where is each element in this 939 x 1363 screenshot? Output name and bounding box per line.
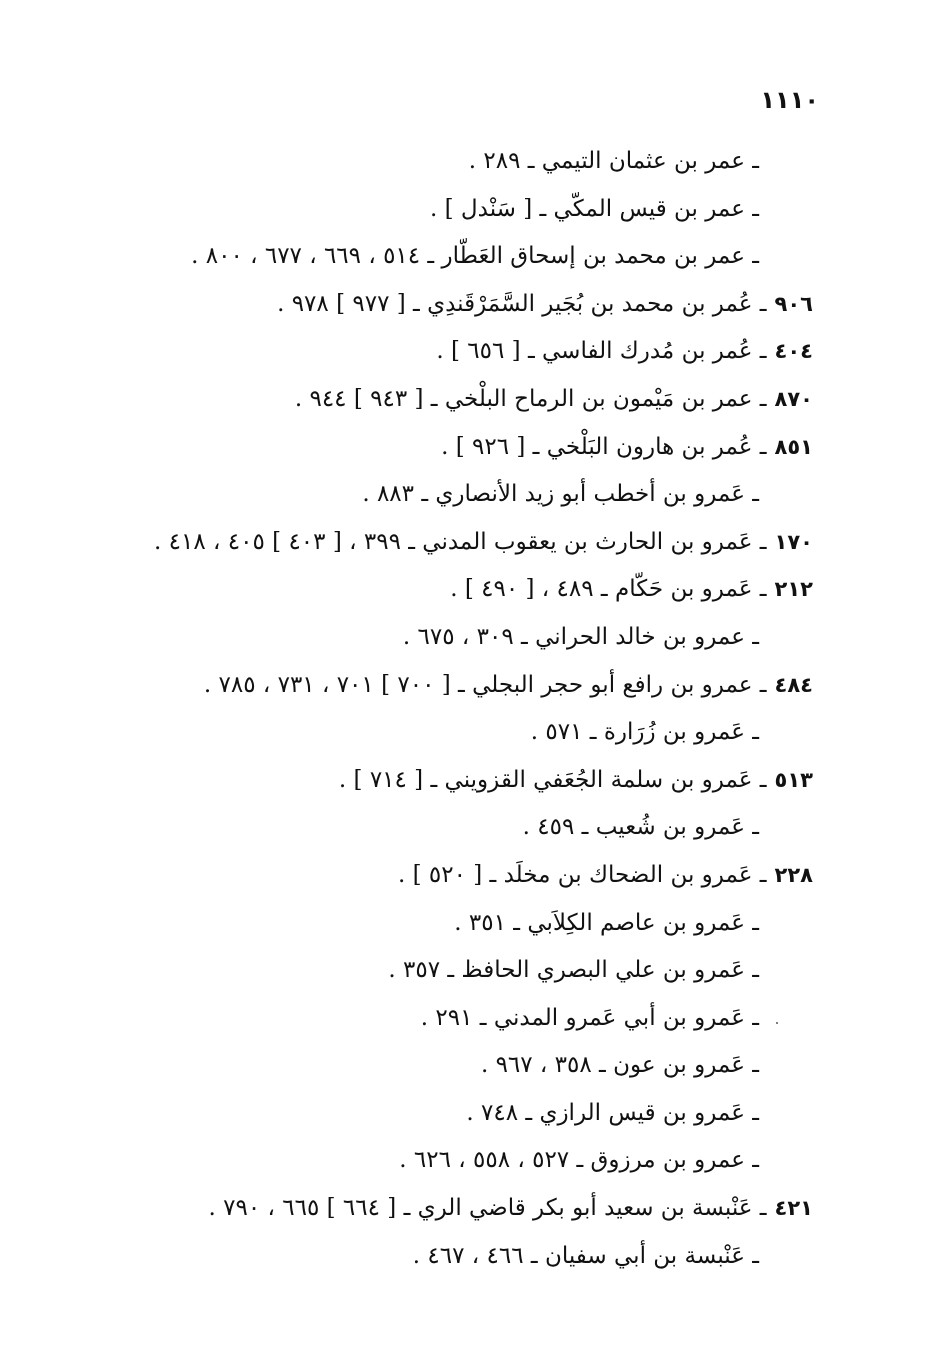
entry-number: ٤٢١ <box>774 1196 813 1221</box>
entry-number: ٩٠٦ <box>774 291 813 316</box>
entry-text: ـ عَمرو بن عون ـ ٣٥٨ ، ٩٦٧ . <box>480 1052 759 1079</box>
index-entry <box>13 757 813 805</box>
entry-number: ٥١٣ <box>774 767 813 792</box>
entry-text: ـ عَمرو بن الضحاك بن مخلَد ـ [ ٥٢٠ ] . <box>397 861 767 888</box>
entry-text: ـ عَنْبسة بن أبي سفيان ـ ٤٦٦ ، ٤٦٧ . <box>412 1242 759 1269</box>
index-entry <box>13 519 813 567</box>
index-entry <box>13 376 813 424</box>
index-entry <box>13 1042 813 1090</box>
index-entry <box>13 138 813 186</box>
index-entry <box>13 947 813 995</box>
entry-number: ٨٥١ <box>774 434 813 459</box>
entry-text: ـ عمر بن عثمان التيمي ـ ٢٨٩ . <box>468 148 759 174</box>
index-entry <box>13 1137 813 1185</box>
entry-text: ـ عَمرو بن حَكّام ـ ٤٨٩ ، [ ٤٩٠ ] . <box>450 576 767 603</box>
entry-text: ـ عَمرو بن أبي عَمرو المدني ـ ٢٩١ . <box>420 1004 759 1031</box>
entry-text: ـ عَمرو بن زُرَارة ـ ٥٧١ . <box>530 719 759 746</box>
index-entry <box>13 471 813 519</box>
entry-number: ٤٠٤ <box>774 339 813 364</box>
entry-number: ١٧٠ <box>774 529 813 554</box>
entry-text: ـ عمر بن محمد بن إسحاق العَطّار ـ ٥١٤ ، ٦٦٩ ، ٦٧٧ ، ٨٠٠ . <box>191 243 759 270</box>
index-entry <box>13 186 813 234</box>
index-entry <box>13 614 813 662</box>
entry-number: ٢٢٨ <box>774 862 813 887</box>
entry-number: ٨٧٠ <box>774 386 813 411</box>
entry-text: ـ عَمرو بن الحارث بن يعقوب المدني ـ ٣٩٩ ، [ ٤٠٣ ] ٤٠٥ ، ٤١٨ . <box>154 528 767 555</box>
entry-number: ٢١٢ <box>774 577 813 602</box>
index-entry <box>13 233 813 281</box>
index-entry <box>13 852 813 900</box>
index-entry <box>13 1090 813 1138</box>
entry-number: ٤٨٤ <box>774 672 813 697</box>
index-entry <box>13 709 813 757</box>
scan-speck <box>776 1022 778 1024</box>
entry-text: ـ عمر بن قيس المكّي ـ [ سَنْدل ] . <box>430 195 759 222</box>
entry-text: ـ عمرو بن خالد الحراني ـ ٣٠٩ ، ٦٧٥ . <box>402 623 759 650</box>
index-entry <box>13 1233 813 1281</box>
index-entry <box>13 1185 813 1233</box>
entry-text: ـ عَمرو بن عاصم الكِلاَبي ـ ٣٥١ . <box>454 909 759 936</box>
page-number: ١١١٠ <box>760 86 819 114</box>
index-entry <box>13 995 813 1043</box>
entry-text: ـ عمرو بن رافع أبو حجر البجلي ـ [ ٧٠٠ ] ٧٠١ ، ٧٣١ ، ٧٨٥ . <box>203 671 767 698</box>
index-entry <box>13 566 813 614</box>
entry-text: ـ عُمر بن هارون البَلْخي ـ [ ٩٢٦ ] . <box>441 433 767 460</box>
entry-text: ـ عَمرو بن أخطب أبو زيد الأنصاري ـ ٨٨٣ . <box>362 481 759 508</box>
index-entry <box>13 281 813 329</box>
entry-text: ـ عَمرو بن سلمة الجُعَفي القزويني ـ [ ٧١٤ ] . <box>338 766 767 793</box>
index-entry <box>13 804 813 852</box>
index-entry <box>13 424 813 472</box>
entry-text: ـ عَنْبسة بن سعيد أبو بكر قاضي الري ـ [ ٦٦٤ ] ٦٦٥ ، ٧٩٠ . <box>208 1195 767 1222</box>
entry-text: ـ عَمرو بن علي البصري الحافظ ـ ٣٥٧ . <box>388 957 759 984</box>
entry-text: ـ عمرو بن مرزوق ـ ٥٢٧ ، ٥٥٨ ، ٦٢٦ . <box>399 1147 759 1174</box>
index-entry <box>13 328 813 376</box>
entry-text: ـ عُمر بن محمد بن بُجَير السَّمَرْقَندِي ـ [ ٩٧٧ ] ٩٧٨ . <box>277 290 767 317</box>
entry-text: ـ عمر بن مَيْمون بن الرماح البلْخي ـ [ ٩٤٣ ] ٩٤٤ . <box>294 385 767 412</box>
entry-text: ـ عَمرو بن شُعيب ـ ٤٥٩ . <box>522 814 759 841</box>
entry-text: ـ عَمرو بن قيس الرازي ـ ٧٤٨ . <box>466 1099 759 1126</box>
index-entry <box>13 900 813 948</box>
entry-text: ـ عُمر بن مُدرك الفاسي ـ [ ٦٥٦ ] . <box>436 338 767 365</box>
index-entry <box>13 662 813 710</box>
index-entries-list <box>13 138 813 1280</box>
